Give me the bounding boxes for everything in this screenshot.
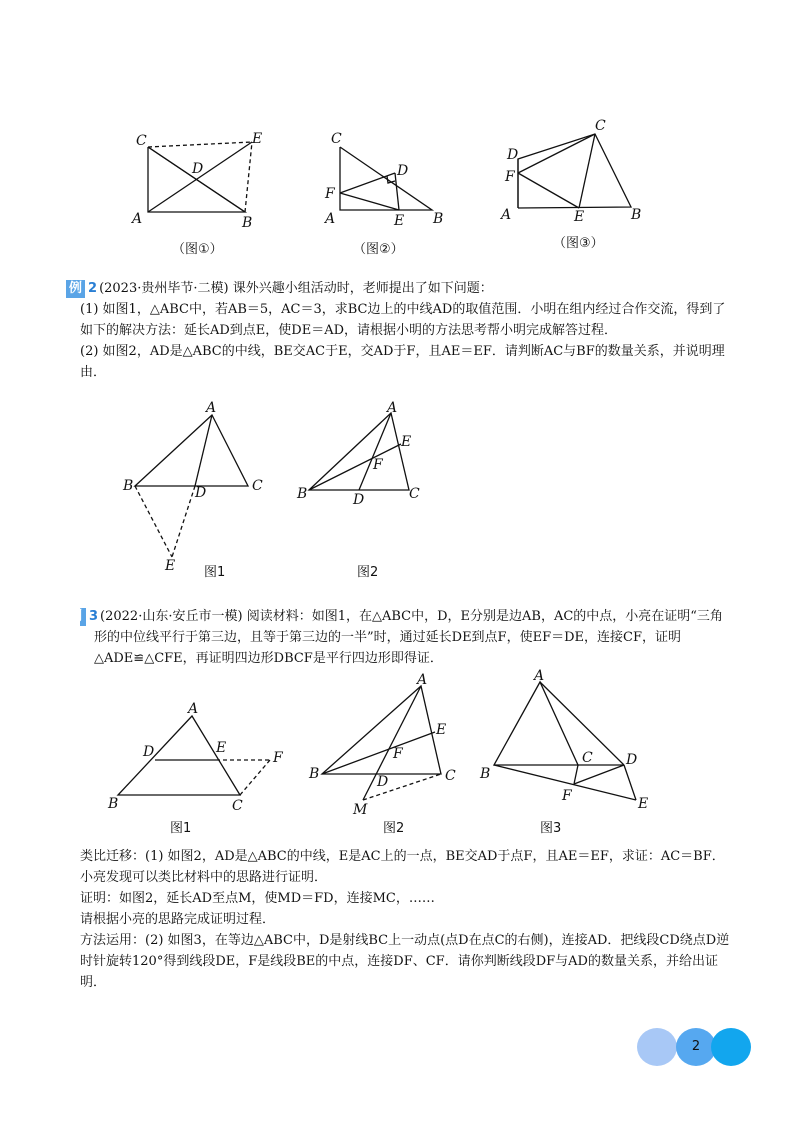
label-E: E bbox=[165, 558, 176, 574]
example-3-figure-1 bbox=[100, 698, 300, 838]
label-E: E bbox=[638, 796, 649, 812]
label-A: A bbox=[132, 211, 143, 227]
label-F: F bbox=[325, 186, 335, 202]
label-B: B bbox=[297, 486, 308, 502]
label-B: B bbox=[631, 207, 642, 223]
label-C: C bbox=[136, 133, 147, 149]
analogy-question: 类比迁移：(1) 如图2，AD是△ABC的中线，E是AC上的一点，BE交AD于点F，且AE＝EF，求证：AC＝BF． bbox=[80, 849, 725, 864]
label-E: E bbox=[436, 722, 447, 738]
label-C: C bbox=[582, 750, 593, 766]
label-B: B bbox=[433, 211, 444, 227]
label-E: E bbox=[574, 209, 585, 225]
segment-CF bbox=[240, 760, 270, 795]
segment-FD bbox=[340, 173, 395, 193]
question-1: (1) 如图1，△ABC中，若AB＝5，AC＝3，求BC边上的中线AD的取值范围．小明在组内经过合作交流，得到了如下的解决方法：延长AD到点E，使DE＝AD，请根据小明的方法思考帮小明完成解答过程． bbox=[80, 302, 726, 338]
segment-AD bbox=[195, 415, 212, 486]
example-source: (2023·贵州毕节·二模) bbox=[99, 281, 229, 296]
label-C: C bbox=[445, 768, 456, 784]
page-number: 2 bbox=[691, 1039, 701, 1054]
triangle-ABC bbox=[309, 413, 412, 490]
label-C: C bbox=[331, 131, 342, 147]
label-A: A bbox=[387, 400, 398, 416]
example-3-text bbox=[69, 606, 730, 669]
segment-FC bbox=[574, 765, 578, 784]
figure-top-3 bbox=[495, 115, 655, 255]
example-3-figure-2-svg bbox=[305, 670, 475, 840]
caption: （图②） bbox=[353, 242, 404, 257]
label-D: D bbox=[143, 744, 155, 760]
example-intro: 课外兴趣小组活动时，老师提出了如下问题： bbox=[232, 281, 493, 296]
caption: 图3 bbox=[540, 821, 562, 836]
example-number: 2 bbox=[88, 281, 98, 296]
example-3-figure-3-svg bbox=[478, 668, 668, 838]
example-2-figure-2-svg bbox=[295, 400, 435, 585]
figure-top-2-svg bbox=[315, 125, 465, 260]
segment-BE bbox=[309, 444, 401, 490]
caption: （图③） bbox=[553, 236, 604, 251]
segment-FC bbox=[518, 134, 595, 173]
segment-FE bbox=[518, 173, 579, 208]
caption: 图1 bbox=[204, 565, 226, 580]
label-A: A bbox=[501, 207, 512, 223]
figure-top-1-svg bbox=[120, 125, 280, 260]
label-D: D bbox=[195, 485, 207, 501]
segment-FE bbox=[340, 193, 399, 210]
triangle-ABC bbox=[322, 686, 441, 774]
segment-FD bbox=[574, 765, 624, 784]
badge-circle bbox=[711, 1028, 751, 1066]
figure-top-3-svg bbox=[495, 115, 655, 255]
example-3-figure-3 bbox=[478, 668, 668, 838]
figure-top-1 bbox=[120, 125, 280, 260]
example-3-questions bbox=[80, 846, 730, 993]
caption: （图①） bbox=[172, 242, 223, 257]
label-C: C bbox=[595, 118, 606, 134]
caption: 图2 bbox=[357, 565, 379, 580]
label-E: E bbox=[394, 213, 405, 229]
label-M: M bbox=[353, 802, 368, 818]
label-A: A bbox=[325, 211, 336, 227]
hint-line-3: 请根据小亮的思路完成证明过程． bbox=[80, 912, 276, 927]
label-A: A bbox=[206, 400, 217, 416]
label-B: B bbox=[480, 766, 491, 782]
label-D: D bbox=[507, 147, 519, 163]
label-B: B bbox=[242, 215, 253, 231]
triangle-ABC bbox=[494, 682, 578, 765]
example-3-figure-1-svg bbox=[100, 698, 300, 838]
label-D: D bbox=[377, 774, 389, 790]
example-2-figure-1-svg bbox=[120, 400, 280, 585]
label-B: B bbox=[123, 478, 134, 494]
label-F: F bbox=[393, 746, 403, 762]
example-2-figure-1 bbox=[120, 400, 280, 585]
label-D: D bbox=[192, 161, 204, 177]
triangle-ABC bbox=[135, 415, 248, 486]
segment-CE bbox=[579, 134, 595, 208]
label-F: F bbox=[373, 457, 383, 473]
label-F: F bbox=[505, 169, 515, 185]
label-A: A bbox=[417, 672, 428, 688]
example-number: 3 bbox=[89, 609, 99, 624]
label-A: A bbox=[534, 668, 545, 684]
label-D: D bbox=[353, 492, 365, 508]
label-B: B bbox=[309, 766, 320, 782]
label-E: E bbox=[252, 131, 263, 147]
segment-BE bbox=[135, 486, 172, 557]
example-3-figure-2 bbox=[305, 670, 475, 840]
label-F: F bbox=[562, 788, 572, 804]
example-source: (2022·山东·安丘市一模) bbox=[100, 609, 243, 624]
label-E: E bbox=[401, 434, 412, 450]
label-B: B bbox=[108, 796, 119, 812]
label-C: C bbox=[252, 478, 263, 494]
caption: 图1 bbox=[170, 821, 192, 836]
label-D: D bbox=[626, 752, 638, 768]
segment-AE bbox=[148, 142, 252, 212]
label-C: C bbox=[232, 798, 243, 814]
question-2: (2) 如图2，AD是△ABC的中线，BE交AC于E，交AD于F，且AE＝EF．请判断AC与BF的数量关系，并说明理由． bbox=[80, 344, 725, 380]
example-2-figure-2 bbox=[295, 400, 435, 585]
segment-BE bbox=[322, 732, 435, 774]
label-F: F bbox=[273, 750, 283, 766]
method-question: 方法运用：(2) 如图3，在等边△ABC中，D是射线BC上一动点(点D在点C的右侧)，连接AD．把线段CD绕点D逆时针旋转120°得到线段DE，F是线段BE的中点，连接DF、CF．请你判断线段DF与AD的数量关系，并给出证明． bbox=[80, 933, 730, 990]
label-C: C bbox=[409, 486, 420, 502]
caption: 图2 bbox=[383, 821, 405, 836]
label-A: A bbox=[188, 701, 199, 717]
page-number-badge bbox=[637, 1028, 753, 1066]
badge-circle bbox=[637, 1028, 677, 1066]
example-2-text bbox=[69, 278, 730, 383]
example-tag: 例 bbox=[80, 608, 86, 626]
example-tag: 例 bbox=[66, 280, 85, 298]
figure-top-2 bbox=[315, 125, 465, 260]
segment-DE bbox=[172, 486, 195, 557]
segment-CE bbox=[148, 142, 252, 147]
label-E: E bbox=[216, 740, 227, 756]
segment-DE bbox=[624, 765, 636, 800]
hint-line-2: 证明：如图2，延长AD至点M，使MD＝FD，连接MC，…… bbox=[80, 891, 435, 906]
segment-BE bbox=[245, 142, 252, 212]
hint-line-1: 小亮发现可以类比材料中的思路进行证明． bbox=[80, 870, 328, 885]
label-D: D bbox=[397, 163, 409, 179]
reading-material: 阅读材料：如图1，在△ABC中，D，E分别是边AB，AC的中点，小亮在证明“三角形的中位线平行于第三边，且等于第三边的一半”时，通过延长DE到点F，使EF＝DE，连接CF，证明△ADE≌△CFE，再证明四边形DBCF是平行四边形即得证． bbox=[94, 609, 723, 666]
